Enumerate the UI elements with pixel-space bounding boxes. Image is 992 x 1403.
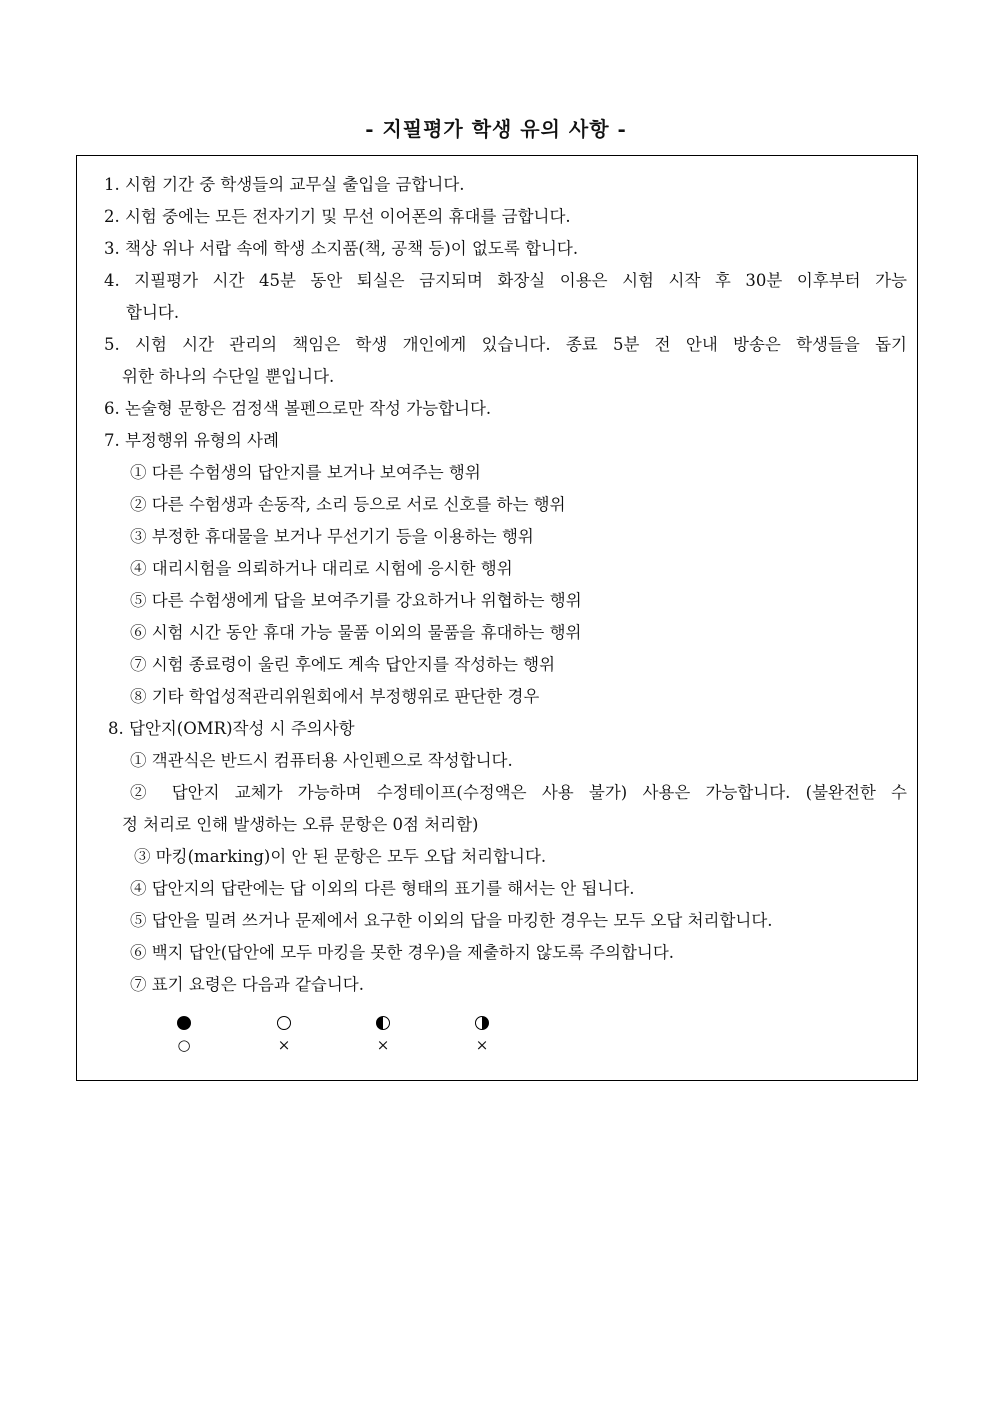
- cheating-case-1: ① 다른 수험생의 답안지를 보거나 보여주는 행위: [130, 463, 481, 482]
- omr-note-2-line-2: 정 처리로 인해 발생하는 오류 문항은 0점 처리함): [122, 815, 479, 834]
- cheating-case-6: ⑥ 시험 시간 동안 휴대 가능 물품 이외의 물품을 휴대하는 행위: [130, 623, 582, 642]
- rule-1: 1. 시험 기간 중 학생들의 교무실 출입을 금합니다.: [104, 175, 465, 194]
- rule-5-line-1: 5. 시험 시간 관리의 책임은 학생 개인에게 있습니다. 종료 5분 전 안내 방송은 학생들을 돕기: [104, 335, 907, 354]
- empty-bubble-icon: [277, 1016, 291, 1030]
- cheating-case-3: ③ 부정한 휴대물을 보거나 무선기기 등을 이용하는 행위: [130, 527, 534, 546]
- cheating-case-8: ⑧ 기타 학업성적관리위원회에서 부정행위로 판단한 경우: [130, 687, 540, 706]
- cheating-case-2: ② 다른 수험생과 손동작, 소리 등으로 서로 신호를 하는 행위: [130, 495, 566, 514]
- omr-note-5: ⑤ 답안을 밀려 쓰거나 문제에서 요구한 이외의 답을 마킹한 경우는 모두 오답 처리합니다.: [130, 911, 773, 930]
- correct-mark: ○: [177, 1036, 191, 1054]
- rule-6: 6. 논술형 문항은 검정색 볼펜으로만 작성 가능합니다.: [104, 399, 492, 418]
- cheating-case-4: ④ 대리시험을 의뢰하거나 대리로 시험에 응시한 행위: [130, 559, 513, 578]
- filled-bubble-icon: [177, 1016, 191, 1030]
- rule-2: 2. 시험 중에는 모든 전자기기 및 무선 이어폰의 휴대를 금합니다.: [104, 207, 571, 226]
- right-half-bubble-icon: [475, 1016, 489, 1030]
- omr-note-1: ① 객관식은 반드시 컴퓨터용 사인펜으로 작성합니다.: [130, 751, 513, 770]
- rule-8-heading: 8. 답안지(OMR)작성 시 주의사항: [108, 719, 355, 738]
- wrong-mark-3: ×: [475, 1036, 489, 1054]
- omr-note-3: ③ 마킹(marking)이 안 된 문항은 모두 오답 처리합니다.: [134, 847, 547, 866]
- left-half-bubble-icon: [376, 1016, 390, 1030]
- omr-note-6: ⑥ 백지 답안(답안에 모두 마킹을 못한 경우)을 제출하지 않도록 주의합니다.: [130, 943, 675, 962]
- document-title: - 지필평가 학생 유의 사항 -: [365, 117, 627, 141]
- rule-5-line-2: 위한 하나의 수단일 뿐입니다.: [122, 367, 335, 386]
- omr-note-7: ⑦ 표기 요령은 다음과 같습니다.: [130, 975, 364, 994]
- wrong-mark-1: ×: [277, 1036, 291, 1054]
- cheating-case-7: ⑦ 시험 종료령이 울린 후에도 계속 답안지를 작성하는 행위: [130, 655, 556, 674]
- rule-4-line-1: 4. 지필평가 시간 45분 동안 퇴실은 금지되며 화장실 이용은 시험 시작 후 30분 이후부터 가능: [104, 271, 907, 290]
- rule-3: 3. 책상 위나 서랍 속에 학생 소지품(책, 공책 등)이 없도록 합니다.: [104, 239, 579, 258]
- omr-note-4: ④ 답안지의 답란에는 답 이외의 다른 형태의 표기를 해서는 안 됩니다.: [130, 879, 635, 898]
- wrong-mark-2: ×: [376, 1036, 390, 1054]
- notice-box: [76, 155, 918, 1081]
- rule-7-heading: 7. 부정행위 유형의 사례: [104, 431, 279, 450]
- rule-4-line-2: 합니다.: [126, 303, 180, 322]
- omr-note-2-line-1: ② 답안지 교체가 가능하며 수정테이프(수정액은 사용 불가) 사용은 가능합니다. (불완전한 수: [130, 783, 907, 802]
- cheating-case-5: ⑤ 다른 수험생에게 답을 보여주기를 강요하거나 위협하는 행위: [130, 591, 582, 610]
